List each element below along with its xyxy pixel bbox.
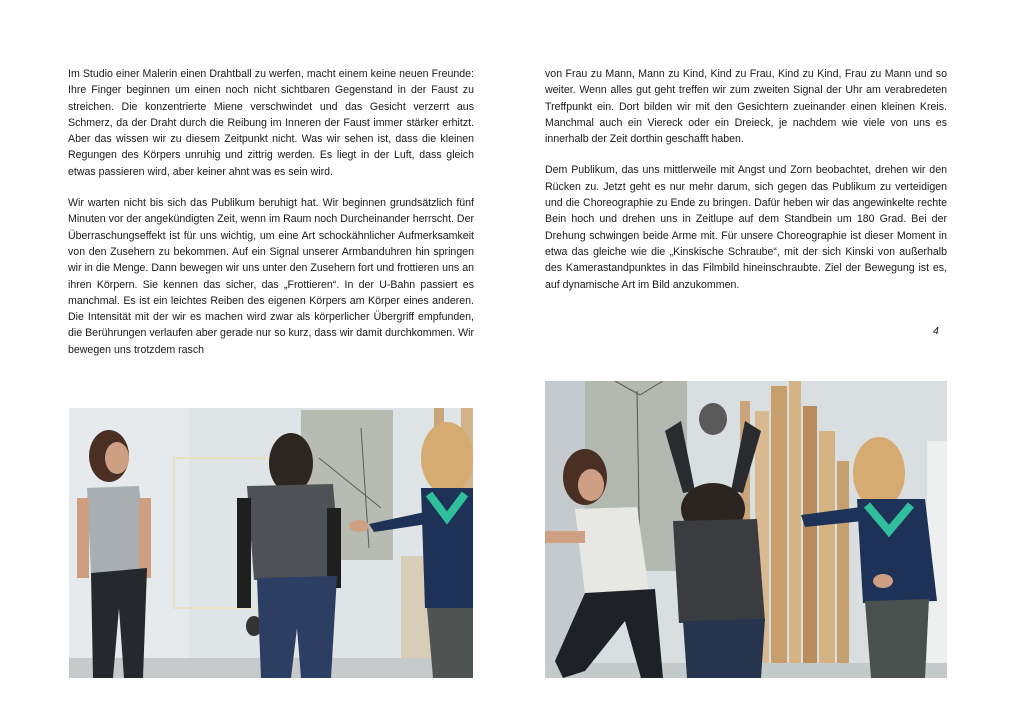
right-paragraph-2: Dem Publikum, das uns mittlerweile mit Angst und Zorn beobachtet, drehen wir den Rücken zu. Jetzt geht es nur mehr darum, sich gegen das Publikum zu verteidigen und die Choreographie zu Ende zu bringen. Dafür heben wir das angewinkelte rechte Bein hoch und drehen uns in Zeitlupe auf dem Standbein um 180 Grad. Bei der Drehung schwingen beide Arme mit. Für unsere Choreographie ist dieser Moment in etwa das gleiche wie die „Kinskische Schraube“, mit der sich Kinski von außerhalb des Kamerastandpunktes in das Filmbild hineinschraubte. Ziel der Bewegung ist es, auf dynamische Art im Bild anzukommen. — [545, 164, 947, 291]
left-text-block — [68, 66, 474, 373]
page-number: 4 — [933, 325, 939, 337]
right-paragraph-1: von Frau zu Mann, Mann zu Kind, Kind zu Frau, Kind zu Kind, Frau zu Mann und so weiter. Wenn alles gut geht treffen wir zum zweiten Signal der Uhr am verabredeten Treffpunkt ein. Dort bilden wir mit den Gesichtern zueinander einen kleinen Kreis. Manchmal auch ein Viereck oder ein Dreieck, je nachdem wie viele von uns es innerhalb der Zeit dorthin geschafft haben. — [545, 68, 947, 146]
photo-performers-at-wall-image — [69, 408, 473, 678]
left-paragraph-2: Wir warten nicht bis sich das Publikum beruhigt hat. Wir beginnen grundsätzlich fünf Minuten vor der angekündigten Zeit, wenn im Raum noch Durcheinander herrscht. Der Überraschungseffekt ist für uns wichtig, um eine Art schockähnlicher Aufmerksamkeit von den Zusehern zu bekommen. Auf ein Signal unserer Armbanduhren hin springen wir in die Menge. Dann bewegen wir uns unter den Zusehern fort und frottieren uns an ihren Körpern. Sie kennen das sicher, das „Frottieren“. In der U-Bahn passiert es manchmal. Es ist ein leichtes Reiben des eigenen Körpers am Körper eines anderen. Die Intensität mit der wir es machen wird zwar als körperlicher Übergriff empfunden, die Berührungen verlaufen aber gerade nur so kurz, dass wir damit durchkommen. Wir bewegen uns trotzdem rasch — [68, 197, 474, 356]
right-text-block — [545, 66, 947, 308]
photo-performers-with-ball — [545, 381, 947, 678]
right-page — [509, 0, 1018, 720]
photo-performers-with-ball-image — [545, 381, 947, 678]
photo-performers-at-wall — [69, 408, 473, 678]
left-paragraph-1: Im Studio einer Malerin einen Drahtball zu werfen, macht einem keine neuen Freunde: Ihre Finger beginnen um einen noch nicht sichtbaren Gegenstand in der Faust zu streichen. Die konzentrierte Miene verschwindet und das Gesicht verzerrt aus Schmerz, da der Draht durch die Reibung im Inneren der Faust immer stärker erhitzt. Aber das wissen wir zu diesem Zeitpunkt nicht. Was wir sehen ist, dass die kleinen Regungen des Körpers unruhig und zittrig werden. Es liegt in der Luft, dass gleich etwas passieren wird, aber keiner ahnt was es sein wird. — [68, 68, 474, 178]
